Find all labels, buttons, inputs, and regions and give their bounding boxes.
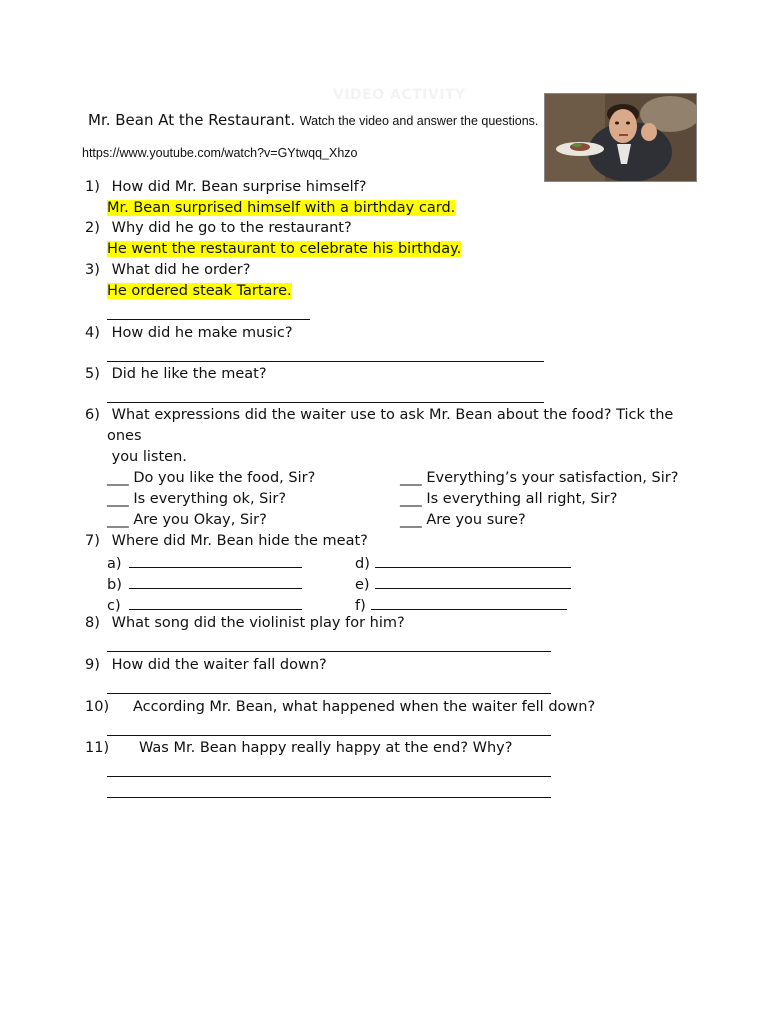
question-number: 9) xyxy=(85,657,100,673)
question-text: Where did Mr. Bean hide the meat? xyxy=(111,533,368,549)
hiding-spot-f[interactable] xyxy=(355,595,567,614)
answer-line-10[interactable] xyxy=(107,721,551,740)
answer-line-4[interactable] xyxy=(107,347,544,366)
mr-bean-photo xyxy=(544,93,697,182)
item-label: a) xyxy=(107,556,122,572)
answer-1 xyxy=(107,200,455,216)
question-2 xyxy=(85,220,352,236)
question-number: 8) xyxy=(85,615,100,631)
item-label: c) xyxy=(107,598,121,614)
highlighted-answer: He ordered steak Tartare. xyxy=(107,283,292,299)
question-text: How did Mr. Bean surprise himself? xyxy=(111,179,367,195)
tick-option-2[interactable]: ___ Is everything ok, Sir? xyxy=(107,491,287,507)
question-number: 3) xyxy=(85,262,100,278)
question-number: 4) xyxy=(85,325,100,341)
question-5 xyxy=(85,366,267,382)
answer-line-11b[interactable] xyxy=(107,783,551,802)
tick-option-4[interactable]: ___ Everything’s your satisfaction, Sir? xyxy=(400,470,679,486)
question-11 xyxy=(85,740,512,756)
question-text: What expressions did the waiter use to ask Mr. Bean about the food? Tick the xyxy=(111,407,674,423)
question-10 xyxy=(85,699,595,715)
hiding-spot-a[interactable] xyxy=(107,553,302,572)
question-text: How did he make music? xyxy=(111,325,293,341)
question-number: 2) xyxy=(85,220,100,236)
mr-bean-illustration xyxy=(545,94,697,182)
question-6-line-2: ones xyxy=(107,428,142,444)
question-text: What song did the violinist play for him? xyxy=(111,615,405,631)
highlighted-answer: He went the restaurant to celebrate his birthday. xyxy=(107,241,462,257)
question-number: 1) xyxy=(85,179,100,195)
tick-option-3[interactable]: ___ Are you Okay, Sir? xyxy=(107,512,267,528)
question-number: 10) xyxy=(85,699,110,715)
question-number: 7) xyxy=(85,533,100,549)
video-url-link[interactable]: https://www.youtube.com/watch?v=GYtwqq_Xhzo xyxy=(82,146,358,160)
question-number: 11) xyxy=(85,740,110,756)
question-number: 5) xyxy=(85,366,100,382)
question-text: Why did he go to the restaurant? xyxy=(111,220,352,236)
tick-option-1[interactable]: ___ Do you like the food, Sir? xyxy=(107,470,316,486)
question-6 xyxy=(85,407,673,423)
answer-line-5[interactable] xyxy=(107,388,544,407)
watermark-title: VIDEO ACTIVITY xyxy=(333,87,466,103)
highlighted-answer: Mr. Bean surprised himself with a birthday card. xyxy=(107,200,456,216)
answer-2 xyxy=(107,241,461,257)
hiding-spot-c[interactable] xyxy=(107,595,302,614)
tick-option-6[interactable]: ___ Are you sure? xyxy=(400,512,526,528)
item-label: b) xyxy=(107,577,122,593)
answer-3 xyxy=(107,283,292,299)
question-3 xyxy=(85,262,250,278)
question-1 xyxy=(85,179,366,195)
hiding-spot-b[interactable] xyxy=(107,574,302,593)
question-8 xyxy=(85,615,405,631)
worksheet-title: Mr. Bean At the Restaurant. xyxy=(88,111,296,129)
question-text: What did he order? xyxy=(111,262,251,278)
question-7 xyxy=(85,533,368,549)
hiding-spot-d[interactable] xyxy=(355,553,571,572)
worksheet-instruction: Watch the video and answer the questions. xyxy=(299,114,539,128)
tick-option-5[interactable]: ___ Is everything all right, Sir? xyxy=(400,491,618,507)
worksheet-heading xyxy=(88,111,538,129)
question-number: 6) xyxy=(85,407,100,423)
question-6-line-3: you listen. xyxy=(107,449,187,465)
question-text: Did he like the meat? xyxy=(111,366,267,382)
question-text: Was Mr. Bean happy really happy at the end? Why? xyxy=(139,740,513,756)
answer-line-8[interactable] xyxy=(107,637,551,656)
item-label: d) xyxy=(355,556,370,572)
question-9 xyxy=(85,657,327,673)
answer-line-9[interactable] xyxy=(107,679,551,698)
question-4 xyxy=(85,325,293,341)
question-text: How did the waiter fall down? xyxy=(111,657,327,673)
answer-line-3[interactable] xyxy=(107,305,310,324)
question-text: According Mr. Bean, what happened when the waiter fell down? xyxy=(133,699,596,715)
item-label: e) xyxy=(355,577,370,593)
hiding-spot-e[interactable] xyxy=(355,574,571,593)
item-label: f) xyxy=(355,598,366,614)
answer-line-11a[interactable] xyxy=(107,762,551,781)
